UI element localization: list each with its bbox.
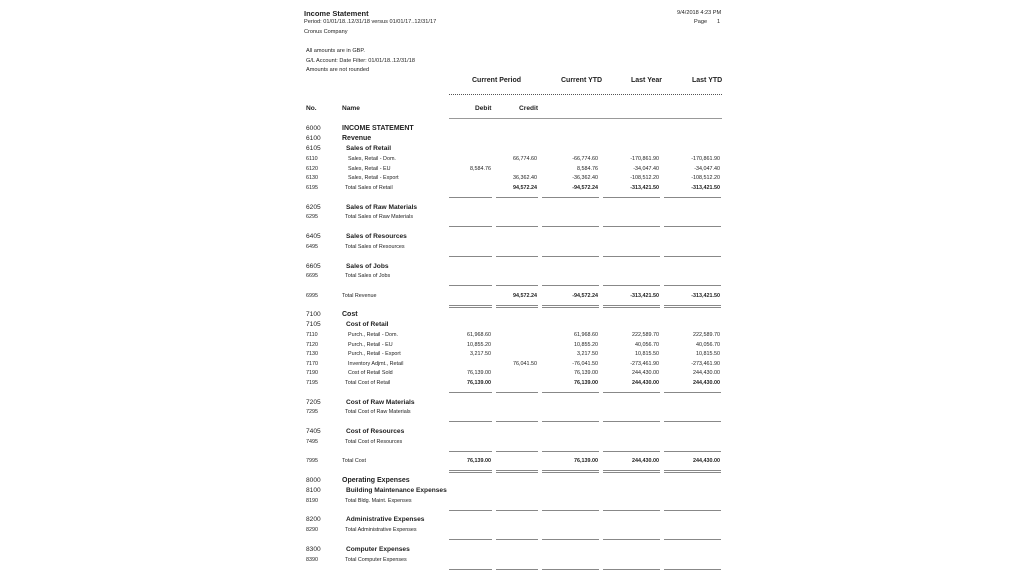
amount-debit: 8,584.76: [470, 166, 491, 172]
amount-underline: [496, 569, 538, 570]
account-name: Total Administrative Expenses: [345, 527, 417, 533]
amount-cur-ytd: 8,584.76: [577, 166, 598, 172]
account-no: 6105: [306, 145, 321, 152]
account-name: Sales of Resources: [346, 233, 407, 240]
amount-underline: [542, 307, 599, 308]
account-name: Total Computer Expenses: [345, 557, 407, 563]
amount-last-year: 244,430.00: [632, 370, 659, 376]
amount-underline: [664, 256, 721, 257]
amount-debit: 76,139.00: [467, 458, 491, 464]
amount-underline: [664, 392, 721, 393]
amount-debit: 76,139.00: [467, 370, 491, 376]
note-currency: All amounts are in GBP.: [306, 48, 365, 54]
header-dotted-rule: [449, 94, 722, 95]
amount-cur-ytd: -36,362.40: [572, 175, 598, 181]
account-no: 8200: [306, 516, 321, 523]
amount-underline: [542, 305, 599, 306]
period-text: Period: 01/01/18..12/31/18 versus 01/01/17..12/31/17: [304, 19, 437, 25]
amount-underline: [542, 197, 599, 198]
amount-underline: [496, 285, 538, 286]
account-name: Cost of Raw Materials: [346, 399, 415, 406]
amount-credit: 36,362.40: [513, 175, 537, 181]
account-name: Operating Expenses: [342, 477, 410, 484]
amount-underline: [664, 539, 721, 540]
amount-underline: [496, 305, 538, 306]
amount-underline: [664, 226, 721, 227]
col-current-ytd: Current YTD: [561, 77, 603, 84]
amount-underline: [542, 569, 599, 570]
col-last-year: Last Year: [631, 77, 663, 84]
amount-underline: [542, 226, 599, 227]
account-no: 6295: [306, 214, 318, 220]
account-name: INCOME STATEMENT: [342, 125, 414, 132]
account-no: 7195: [306, 380, 318, 386]
account-name: Total Sales of Resources: [345, 244, 405, 250]
account-name: Revenue: [342, 135, 372, 142]
account-name: Sales, Retail - Dom.: [348, 156, 396, 162]
amount-underline: [603, 451, 660, 452]
amount-underline: [496, 421, 538, 422]
account-name: Total Cost: [342, 458, 366, 464]
amount-underline: [664, 197, 721, 198]
amount-last-ytd: 244,430.00: [693, 458, 720, 464]
amount-cur-ytd: 76,139.00: [574, 380, 598, 386]
account-no: 8390: [306, 557, 318, 563]
col-debit: Debit: [475, 105, 492, 112]
amount-underline: [542, 285, 599, 286]
account-no: 7405: [306, 428, 321, 435]
amount-underline: [603, 539, 660, 540]
amount-last-year: -273,461.90: [630, 361, 659, 367]
amount-underline: [603, 305, 660, 306]
amount-underline: [496, 510, 538, 511]
amount-underline: [496, 539, 538, 540]
account-name: Inventory Adjmt., Retail: [348, 361, 404, 367]
amount-underline: [542, 421, 599, 422]
amount-last-year: -313,421.50: [630, 293, 659, 299]
account-name: Cost: [342, 311, 358, 318]
amount-underline: [449, 197, 492, 198]
amount-cur-ytd: 3,217.50: [577, 351, 598, 357]
account-no: 7495: [306, 439, 318, 445]
amount-last-year: 244,430.00: [632, 458, 659, 464]
amount-underline: [542, 472, 599, 473]
account-no: 8190: [306, 498, 318, 504]
amount-underline: [603, 392, 660, 393]
amount-underline: [496, 392, 538, 393]
amount-underline: [496, 256, 538, 257]
amount-debit: 10,855.20: [467, 342, 491, 348]
amount-underline: [449, 226, 492, 227]
amount-underline: [603, 285, 660, 286]
account-name: Purch., Retail - Export: [348, 351, 401, 357]
amount-cur-ytd: 76,139.00: [574, 458, 598, 464]
amount-credit: 76,041.50: [513, 361, 537, 367]
amount-underline: [542, 539, 599, 540]
account-no: 7170: [306, 361, 318, 367]
amount-underline: [542, 451, 599, 452]
amount-underline: [496, 451, 538, 452]
account-no: 7130: [306, 351, 318, 357]
amount-underline: [664, 285, 721, 286]
account-no: 7295: [306, 409, 318, 415]
amount-last-ytd: 244,430.00: [693, 380, 720, 386]
account-no: 6100: [306, 135, 321, 142]
account-name: Total Sales of Jobs: [345, 273, 391, 279]
amount-underline: [664, 510, 721, 511]
amount-underline: [449, 472, 492, 473]
account-name: Sales, Retail - Export: [348, 175, 399, 181]
account-no: 6405: [306, 233, 321, 240]
account-no: 6120: [306, 166, 318, 172]
amount-underline: [496, 470, 538, 471]
report-title: Income Statement: [304, 9, 369, 18]
amount-debit: 3,217.50: [470, 351, 491, 357]
amount-cur-ytd: 61,968.60: [574, 332, 598, 338]
amount-underline: [449, 285, 492, 286]
amount-underline: [449, 569, 492, 570]
account-no: 6110: [306, 156, 318, 162]
amount-cur-ytd: 76,139.00: [574, 370, 598, 376]
amount-last-year: -170,861.90: [630, 156, 659, 162]
amount-underline: [542, 256, 599, 257]
account-name: Cost of Retail: [346, 321, 389, 328]
account-no: 8000: [306, 477, 321, 484]
amount-underline: [603, 472, 660, 473]
amount-underline: [449, 305, 492, 306]
amount-cur-ytd: 10,855.20: [574, 342, 598, 348]
account-no: 7110: [306, 332, 318, 338]
amount-last-ytd: 40,056.70: [696, 342, 720, 348]
report-datetime: 9/4/2018 4:23 PM: [677, 10, 722, 16]
amount-last-ytd: -273,461.90: [691, 361, 720, 367]
col-credit: Credit: [519, 105, 539, 112]
amount-last-year: -34,047.40: [633, 166, 659, 172]
amount-cur-ytd: -66,774.60: [572, 156, 598, 162]
account-name: Total Cost of Resources: [345, 439, 403, 445]
amount-underline: [496, 197, 538, 198]
amount-underline: [603, 510, 660, 511]
col-no: No.: [306, 105, 317, 112]
account-no: 7120: [306, 342, 318, 348]
amount-underline: [664, 472, 721, 473]
amount-underline: [603, 421, 660, 422]
account-name: Administrative Expenses: [346, 516, 425, 523]
amount-last-year: -313,421.50: [630, 185, 659, 191]
note-rounding: Amounts are not rounded: [306, 67, 370, 73]
account-name: Purch., Retail - Dom.: [348, 332, 399, 338]
account-no: 7105: [306, 321, 321, 328]
account-name: Building Maintenance Expenses: [346, 487, 447, 494]
amount-underline: [496, 226, 538, 227]
amount-last-ytd: 222,589.70: [693, 332, 720, 338]
account-no: 7190: [306, 370, 318, 376]
amount-last-year: 244,430.00: [632, 380, 659, 386]
amount-last-ytd: 10,815.50: [696, 351, 720, 357]
account-name: Total Sales of Retail: [345, 185, 393, 191]
account-name: Total Cost of Raw Materials: [345, 409, 411, 415]
amount-cur-ytd: -94,572.24: [572, 293, 598, 299]
amount-underline: [449, 451, 492, 452]
page-label: Page: [694, 19, 708, 25]
account-name: Sales of Raw Materials: [346, 204, 418, 211]
amount-last-year: -108,512.20: [630, 175, 659, 181]
account-name: Cost of Retail Sold: [348, 370, 393, 376]
amount-debit: 61,968.60: [467, 332, 491, 338]
amount-underline: [449, 392, 492, 393]
col-name: Name: [342, 105, 360, 112]
amount-credit: 94,572.24: [513, 293, 537, 299]
amount-underline: [603, 226, 660, 227]
account-no: 6995: [306, 293, 318, 299]
account-name: Total Bldg. Maint. Expenses: [345, 498, 412, 504]
amount-underline: [449, 510, 492, 511]
amount-last-ytd: -170,861.90: [691, 156, 720, 162]
amount-underline: [542, 470, 599, 471]
amount-underline: [449, 470, 492, 471]
amount-underline: [664, 305, 721, 306]
account-no: 6605: [306, 263, 321, 270]
col-current-period: Current Period: [472, 77, 522, 84]
amount-underline: [603, 256, 660, 257]
amount-debit: 76,139.00: [467, 380, 491, 386]
account-name: Sales, Retail - EU: [348, 166, 391, 172]
amount-underline: [542, 392, 599, 393]
amount-underline: [664, 421, 721, 422]
account-no: 7995: [306, 458, 318, 464]
amount-last-ytd: -108,512.20: [691, 175, 720, 181]
amount-cur-ytd: -94,572.24: [572, 185, 598, 191]
account-no: 6195: [306, 185, 318, 191]
amount-underline: [664, 470, 721, 471]
account-name: Cost of Resources: [346, 428, 405, 435]
account-no: 7100: [306, 311, 321, 318]
company-name: Cronus Company: [304, 29, 348, 35]
amount-cur-ytd: -76,041.50: [572, 361, 598, 367]
amount-underline: [449, 421, 492, 422]
amount-underline: [664, 451, 721, 452]
amount-underline: [664, 569, 721, 570]
account-no: 8300: [306, 546, 321, 553]
header-rule: [449, 118, 722, 119]
account-no: 8290: [306, 527, 318, 533]
account-no: 6000: [306, 125, 321, 132]
amount-last-ytd: 244,430.00: [693, 370, 720, 376]
amount-credit: 94,572.24: [513, 185, 537, 191]
amount-last-ytd: -34,047.40: [694, 166, 720, 172]
amount-underline: [603, 470, 660, 471]
amount-last-year: 222,589.70: [632, 332, 659, 338]
account-name: Total Sales of Raw Materials: [345, 214, 414, 220]
account-no: 6495: [306, 244, 318, 250]
account-no: 8100: [306, 487, 321, 494]
account-name: Sales of Retail: [346, 145, 392, 152]
amount-last-year: 40,056.70: [635, 342, 659, 348]
account-name: Total Cost of Retail: [345, 380, 391, 386]
amount-underline: [542, 510, 599, 511]
amount-credit: 66,774.60: [513, 156, 537, 162]
amount-underline: [496, 307, 538, 308]
account-no: 6130: [306, 175, 318, 181]
amount-underline: [449, 539, 492, 540]
account-no: 7205: [306, 399, 321, 406]
amount-underline: [496, 472, 538, 473]
col-last-ytd: Last YTD: [692, 77, 723, 84]
amount-last-year: 10,815.50: [635, 351, 659, 357]
amount-underline: [664, 307, 721, 308]
account-name: Total Revenue: [342, 293, 377, 299]
amount-underline: [603, 307, 660, 308]
account-name: Computer Expenses: [346, 546, 410, 553]
note-filter: G/L Account: Date Filter: 01/01/18..12/31/18: [306, 58, 415, 64]
page-number: 1: [717, 19, 721, 25]
account-name: Purch., Retail - EU: [348, 342, 393, 348]
amount-last-ytd: -313,421.50: [691, 293, 720, 299]
amount-underline: [449, 256, 492, 257]
amount-underline: [603, 197, 660, 198]
account-name: Sales of Jobs: [346, 263, 389, 270]
amount-last-ytd: -313,421.50: [691, 185, 720, 191]
account-no: 6205: [306, 204, 321, 211]
amount-underline: [603, 569, 660, 570]
account-no: 6695: [306, 273, 318, 279]
amount-underline: [449, 307, 492, 308]
